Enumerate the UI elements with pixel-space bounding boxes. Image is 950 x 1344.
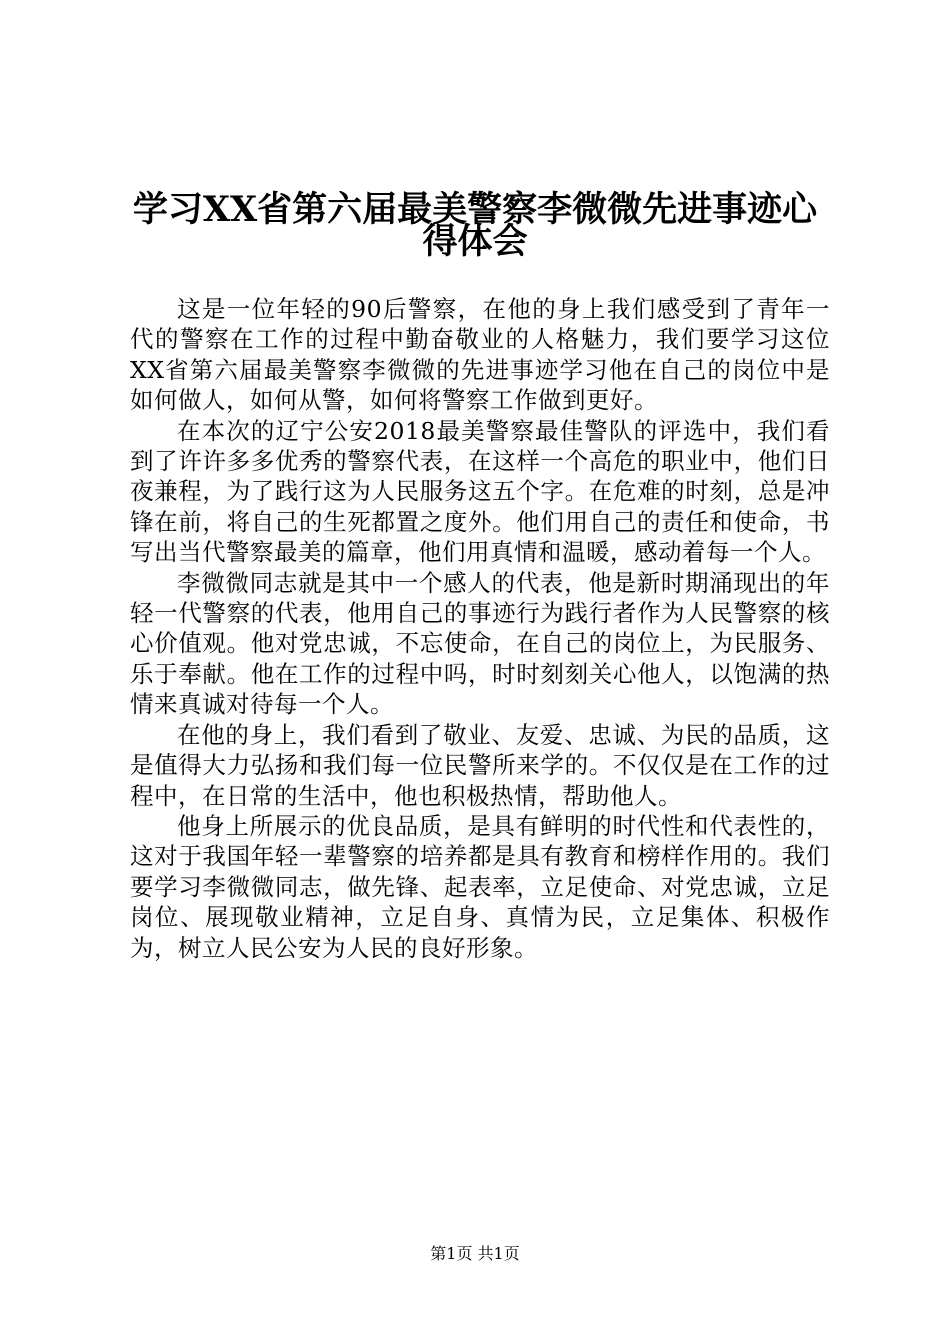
paragraph-1: 这是一位年轻的90后警察，在他的身上我们感受到了青年一代的警察在工作的过程中勤奋敬业的人格魅力，我们要学习这位XX省第六届最美警察李微微的先进事迹学习他在自己的岗位中是如何做人，如何从警，如何将警察工作做到更好。 [130, 295, 830, 415]
document-body [130, 294, 830, 963]
page-footer: 第1页 共1页 [430, 1244, 520, 1263]
document-title-line-2: 得体会 [422, 221, 528, 262]
document-title-line-1: 学习XX省第六届最美警察李微微先进事迹心 [132, 189, 818, 230]
paragraph-5: 他身上所展示的优良品质，是具有鲜明的时代性和代表性的，这对于我国年轻一辈警察的培养都是具有教育和榜样作用的。我们要学习李微微同志，做先锋、起表率，立足使命、对党忠诚，立足岗位、展现敬业精神，立足自身、真情为民，立足集体、积极作为，树立人民公安为人民的良好形象。 [130, 811, 830, 962]
paragraph-4: 在他的身上，我们看到了敬业、友爱、忠诚、为民的品质，这是值得大力弘扬和我们每一位民警所来学的。不仅仅是在工作的过程中，在日常的生活中，他也积极热情，帮助他人。 [130, 720, 830, 810]
paragraph-2: 在本次的辽宁公安2018最美警察最佳警队的评选中，我们看到了许许多多优秀的警察代表，在这样一个高危的职业中，他们日夜兼程，为了践行这为人民服务这五个字。在危难的时刻，总是冲锋在前，将自己的生死都置之度外。他们用自己的责任和使命，书写出当代警察最美的篇章，他们用真情和温暖，感动着每一个人。 [130, 416, 830, 567]
paragraph-3: 李微微同志就是其中一个感人的代表，他是新时期涌现出的年轻一代警察的代表，他用自己的事迹行为践行者作为人民警察的核心价值观。他对党忠诚，不忘使命，在自己的岗位上，为民服务、乐于奉献。他在工作的过程中吗，时时刻刻关心他人，以饱满的热情来真诚对待每一个人。 [130, 568, 830, 719]
